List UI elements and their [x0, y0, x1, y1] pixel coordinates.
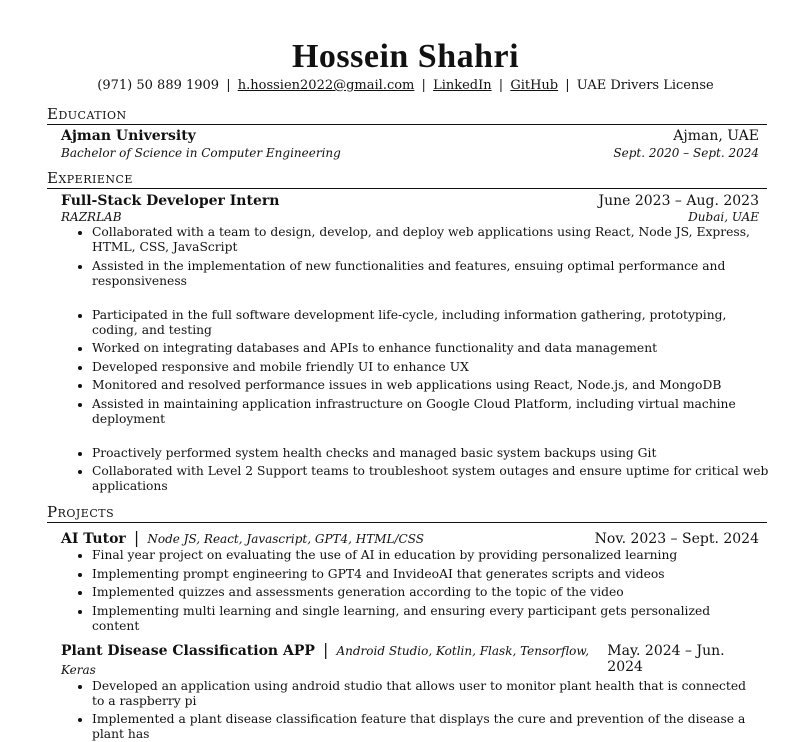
separator: | — [320, 640, 331, 659]
project-bullets — [61, 548, 759, 634]
degree: Bachelor of Science in Computer Engineering — [61, 146, 341, 160]
list-item: • Collaborated with Level 2 Support teams to troubleshoot system outages and ensure uptime for critical web applications — [92, 464, 773, 494]
school-name: Ajman University — [61, 128, 196, 144]
education-dates: Sept. 2020 – Sept. 2024 — [613, 146, 759, 160]
list-item: • Collaborated with a team to design, develop, and deploy web applications using React, Node JS, Express, HTML, CSS, JavaScript — [92, 225, 773, 255]
project-tech: Android Studio, Kotlin, Flask, Tensorflow, Keras — [61, 644, 589, 677]
list-item: • Implementing multi learning and single learning, and ensuring every participant gets personalized content — [92, 604, 759, 634]
separator: | — [562, 78, 572, 93]
experience-entry — [61, 193, 759, 494]
email-link[interactable]: h.hossien2022@gmail.com — [238, 78, 415, 93]
project-dates: May. 2024 – Jun. 2024 — [607, 643, 759, 675]
phone-number: (971) 50 889 1909 — [97, 78, 219, 93]
project-name: AI Tutor — [61, 531, 126, 547]
job-location: Dubai, UAE — [688, 210, 759, 224]
education-entry — [61, 128, 759, 160]
separator: | — [419, 78, 429, 93]
list-item: • Assisted in maintaining application infrastructure on Google Cloud Platform, including virtual machine deployment — [92, 397, 773, 427]
job-dates: June 2023 – Aug. 2023 — [598, 193, 759, 209]
experience-bullets — [61, 225, 773, 494]
list-item: • Implementing prompt engineering to GPT4 and InvideoAI that generates scripts and videos — [92, 567, 759, 582]
list-item: • Developed responsive and mobile friendly UI to enhance UX — [92, 360, 773, 375]
list-item: • Proactively performed system health checks and managed basic system backups using Git — [92, 446, 773, 461]
list-item: • Implemented quizzes and assessments generation according to the topic of the video — [92, 585, 759, 600]
list-item: • Monitored and resolved performance issues in web applications using React, Node.js, and MongoDB — [92, 378, 773, 393]
resume-header — [0, 0, 811, 93]
projects-title: Projects — [47, 503, 767, 523]
project-entry-ai-tutor — [61, 528, 759, 634]
separator: | — [223, 78, 233, 93]
list-item: • Worked on integrating databases and APIs to enhance functionality and data management — [92, 341, 773, 356]
project-name: Plant Disease Classification APP — [61, 643, 315, 659]
projects-section — [47, 503, 767, 742]
drivers-license: UAE Drivers License — [577, 78, 714, 93]
list-item: • Participated in the full software development life-cycle, including information gathering, prototyping, coding, and testing — [92, 308, 773, 338]
separator: | — [131, 528, 142, 547]
list-item: • Final year project on evaluating the use of AI in education by providing personalized learning — [92, 548, 759, 563]
project-bullets — [61, 679, 759, 742]
company-name: RAZRLAB — [61, 210, 122, 224]
candidate-name: Hossein Shahri — [0, 40, 811, 74]
project-dates: Nov. 2023 – Sept. 2024 — [595, 531, 759, 547]
list-item: • Developed an application using android studio that allows user to monitor plant health that is connected to a raspberry pi — [92, 679, 759, 709]
experience-title: Experience — [47, 169, 767, 189]
education-title: Education — [47, 105, 767, 125]
linkedin-link[interactable]: LinkedIn — [433, 78, 492, 93]
contact-line — [0, 78, 811, 93]
separator: | — [496, 78, 506, 93]
experience-section — [47, 169, 767, 494]
project-tech: Node JS, React, Javascript, GPT4, HTML/CSS — [147, 532, 424, 546]
github-link[interactable]: GitHub — [510, 78, 558, 93]
list-item: • Assisted in the implementation of new functionalities and features, ensuing optimal performance and responsiveness — [92, 259, 773, 289]
school-location: Ajman, UAE — [673, 128, 759, 144]
list-item: • Implemented a plant disease classification feature that displays the cure and prevention of the disease a plant has — [92, 712, 759, 742]
job-role: Full-Stack Developer Intern — [61, 193, 279, 209]
education-section — [47, 105, 767, 160]
